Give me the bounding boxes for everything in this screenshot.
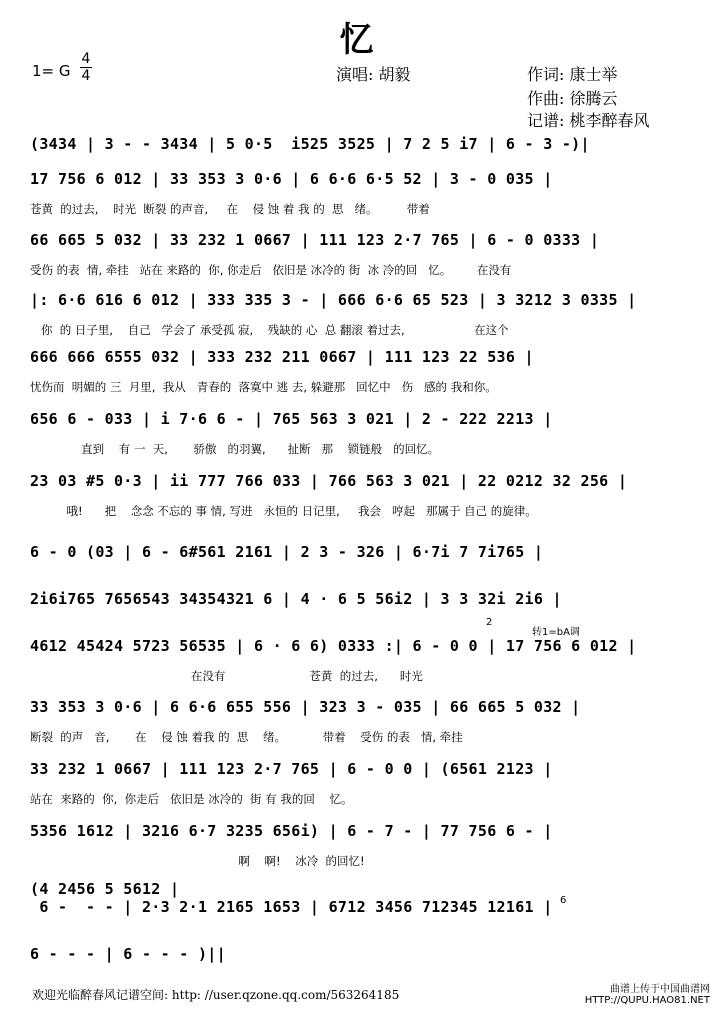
lyric-line: 啊 啊! 冰冷 的回忆!	[30, 854, 365, 868]
watermark-line2: HTTP://QUPU.HAO81.NET	[584, 995, 710, 1006]
notation-line: (4 2456 5 5612 | 6 - - - | 2·3 2·1 2165 1653 | 6712 3456 712345 12161 |	[30, 880, 553, 916]
lyric-line: 直到 有 一 天, 骄傲 的羽翼, 扯断 那 锁链般 的回忆。	[30, 442, 440, 456]
time-signature	[80, 52, 92, 83]
notation-line: 5356 1612 | 3216 6·7 3235 656i) | 6 - 7 - | 77 756 6 - |	[30, 822, 553, 840]
notation-line: |: 6·6 616 6 012 | 333 335 3 - | 666 6·6 65 523 | 3 3212 3 0335 |	[30, 291, 637, 309]
volta-marker: 2	[486, 617, 493, 628]
notation-line: 23 03 #5 0·3 | ii 777 766 033 | 766 563 3 021 | 22 0212 32 256 |	[30, 472, 628, 490]
notation-line: 2i6i765 7656543 34354321 6 | 4 · 6 5 56i2 | 3 3 32i 2i6 |	[30, 590, 562, 608]
lyric-line: 站在 来路的 你, 你走后 依旧是 冰冷的 街 有 我的回 忆。	[30, 792, 353, 806]
notation-line: 6 - - - | 6 - - - )||	[30, 945, 226, 963]
notation-line: 666 666 6555 032 | 333 232 211 0667 | 111 123 22 536 |	[30, 348, 534, 366]
lyric-line: 断裂 的声 音, 在 侵 蚀 着我 的 思 绪。 带着 受伤 的表 情, 牵挂	[30, 730, 463, 744]
time-signature-bottom: 4	[81, 68, 91, 84]
notation-line: 656 6 - 033 | i 7·6 6 - | 765 563 3 021 | 2 - 222 2213 |	[30, 410, 553, 428]
key-signature: 1= G	[32, 62, 71, 80]
footer-text: 欢迎光临醉春风记谱空间: http: //user.qzone.qq.com/563264185	[32, 988, 400, 1002]
notation-line: 66 665 5 032 | 33 232 1 0667 | 111 123 2·7 765 | 6 - 0 0333 |	[30, 231, 600, 249]
key-change-marker: 转1=bA调	[532, 627, 580, 638]
notation-line: 6 - 0 (03 | 6 - 6#561 2161 | 2 3 - 326 | 6·7i 7 7i765 |	[30, 543, 544, 561]
watermark	[585, 984, 710, 1006]
song-title: 忆	[339, 20, 374, 60]
lyric-line: 忧伤而 明媚的 三 月里, 我从 青春的 落寞中 逃 去, 躲避那 回忆中 伤 感的 我和你。	[30, 380, 497, 394]
lyric-line: 受伤 的表 情, 牵挂 站在 来路的 你, 你走后 依旧是 冰冷的 街 冰 冷的回 忆。 在没有	[30, 263, 512, 277]
time-signature-top: 4	[81, 51, 91, 67]
notation-line: (3434 | 3 - - 3434 | 5 0·5 i525 3525 | 7 2 5 i7 | 6 - 3 -)|	[30, 135, 590, 153]
lyricist-credit: 作词: 康士举	[527, 65, 618, 84]
lyric-line: 哦! 把 念念 不忘的 事 情, 写进 永恒的 日记里, 我会 哼起 那属于 自己 的旋律。	[30, 504, 537, 518]
composer-credit: 作曲: 徐腾云	[527, 89, 618, 108]
notation-line: 17 756 6 012 | 33 353 3 0·6 | 6 6·6 6·5 52 | 3 - 0 035 |	[30, 170, 553, 188]
notation-line: 33 353 3 0·6 | 6 6·6 655 556 | 323 3 - 035 | 66 665 5 032 |	[30, 698, 581, 716]
watermark-line1: 曲谱上传于中国曲谱网	[610, 984, 710, 995]
singer-credit: 演唱: 胡毅	[336, 65, 411, 84]
lyric-line: 在没有 苍黄 的过去, 时光	[30, 669, 423, 683]
tuplet-marker: 6	[560, 895, 567, 906]
transcriber-credit: 记谱: 桃李醉春风	[527, 111, 650, 130]
notation-line: 33 232 1 0667 | 111 123 2·7 765 | 6 - 0 0 | (6561 2123 |	[30, 760, 553, 778]
notation-line: 4612 45424 5723 56535 | 6 · 6 6) 0333 :| 6 - 0 0 | 17 756 6 012 |	[30, 637, 637, 655]
lyric-line: 苍黄 的过去, 时光 断裂 的声音, 在 侵 蚀 着 我 的 思 绪。 带着	[30, 202, 430, 216]
lyric-line: 你 的 日子里, 自己 学会了 承受孤 寂, 残缺的 心 总 翻滚 着过去, 在这个	[30, 323, 509, 337]
